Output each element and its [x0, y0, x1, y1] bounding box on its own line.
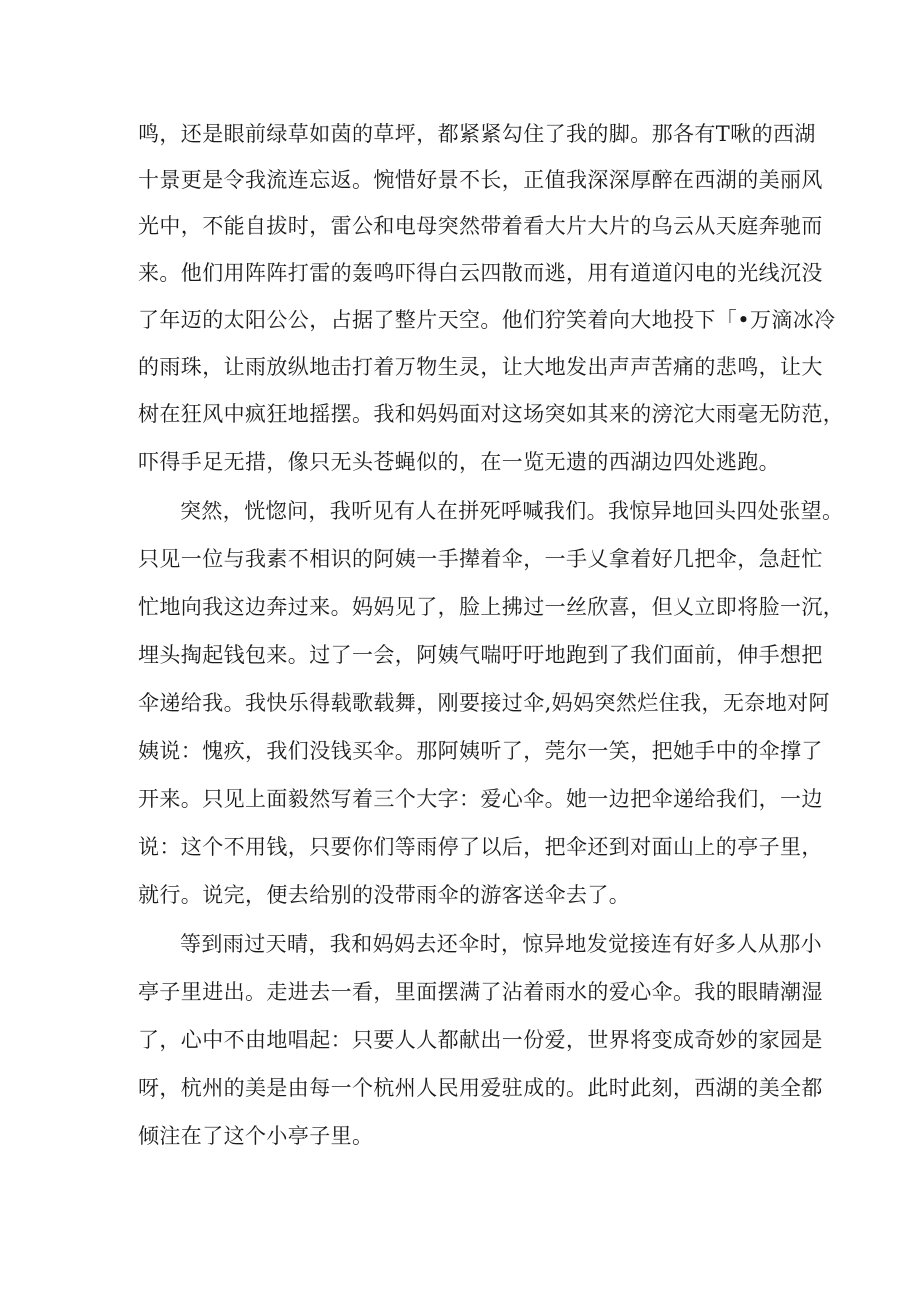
text-line: 忙地向我这边奔过来。妈妈见了，脸上拂过一丝欣喜，但乂立即将脸一沉，	[138, 595, 845, 619]
text-line: 伞递给我。我快乐得载歌载舞，刚要接过伞,妈妈突然烂住我，无奈地对阿	[138, 691, 830, 715]
text-line: 倾注在了这个小亭子里。	[138, 1124, 374, 1148]
text-line: 开来。只见上面毅然写着三个大字：爱心伞。她一边把伞递给我们，一边	[138, 787, 823, 811]
text-line: 树在狂风中疯狂地摇摆。我和妈妈面对这场突如其来的滂沱大雨毫无防范，	[138, 402, 845, 426]
text-line: 了年迈的太阳公公，占据了整片天空。他们狞笑着向大地投下「•万滴冰冷	[138, 308, 836, 332]
text-line: 吓得手足无措，像只无头苍蝇似的，在一览无遗的西湖边四处逃跑。	[138, 450, 780, 474]
text-line: 只见一位与我素不相识的阿姨一手撵着伞，一手乂拿着好几把伞，急赶忙	[138, 547, 823, 571]
text-line: 埋头掏起钱包来。过了一会，阿姨气喘吁吁地跑到了我们面前，伸手想把	[138, 643, 823, 667]
paragraph-first-line: 等到雨过天晴，我和妈妈去还伞时，惊异地发觉接连有好多人从那小	[180, 932, 822, 956]
text-line: 姨说：愧疚，我们没钱买伞。那阿姨听了，莞尔一笑，把她手中的伞撑了	[138, 739, 823, 763]
text-line: 鸣，还是眼前绿草如茵的草坪，都紧紧勾住了我的脚。那各有T啾的西湖	[138, 122, 816, 146]
text-line: 的雨珠，让雨放纵地击打着万物生灵，让大地发出声声苦痛的悲鸣，让大	[138, 355, 823, 379]
text-line: 了，心中不由地唱起：只要人人都献出一份爱，世界将变成奇妙的家园是	[138, 1028, 823, 1052]
text-line: 亭子里进出。走进去一看，里面摆满了沾着雨水的爱心伞。我的眼睛潮湿	[138, 980, 823, 1004]
text-line: 说：这个不用钱，只要你们等雨停了以后，把伞还到对面山上的亭子里，	[138, 835, 823, 859]
text-line: 呀，杭州的美是由每一个杭州人民用爱驻成的。此时此刻，西湖的美全都	[138, 1076, 823, 1100]
text-line: 光中，不能自拔时，雷公和电母突然带着看大片大片的乌云从天庭奔驰而	[138, 214, 823, 238]
text-line: 就行。说完，便去给别的没带雨伞的游客送伞去了。	[138, 883, 631, 907]
paragraph-first-line: 突然，恍惚问，我听见有人在拼死呼喊我们。我惊异地回头四处张望。	[180, 499, 844, 523]
text-line: 十景更是令我流连忘返。惋惜好景不长，正值我深深厚醉在西湖的美丽风	[138, 168, 823, 192]
text-line: 来。他们用阵阵打雷的轰鸣吓得白云四散而逃，用有道道闪电的光线沉没	[138, 261, 823, 285]
